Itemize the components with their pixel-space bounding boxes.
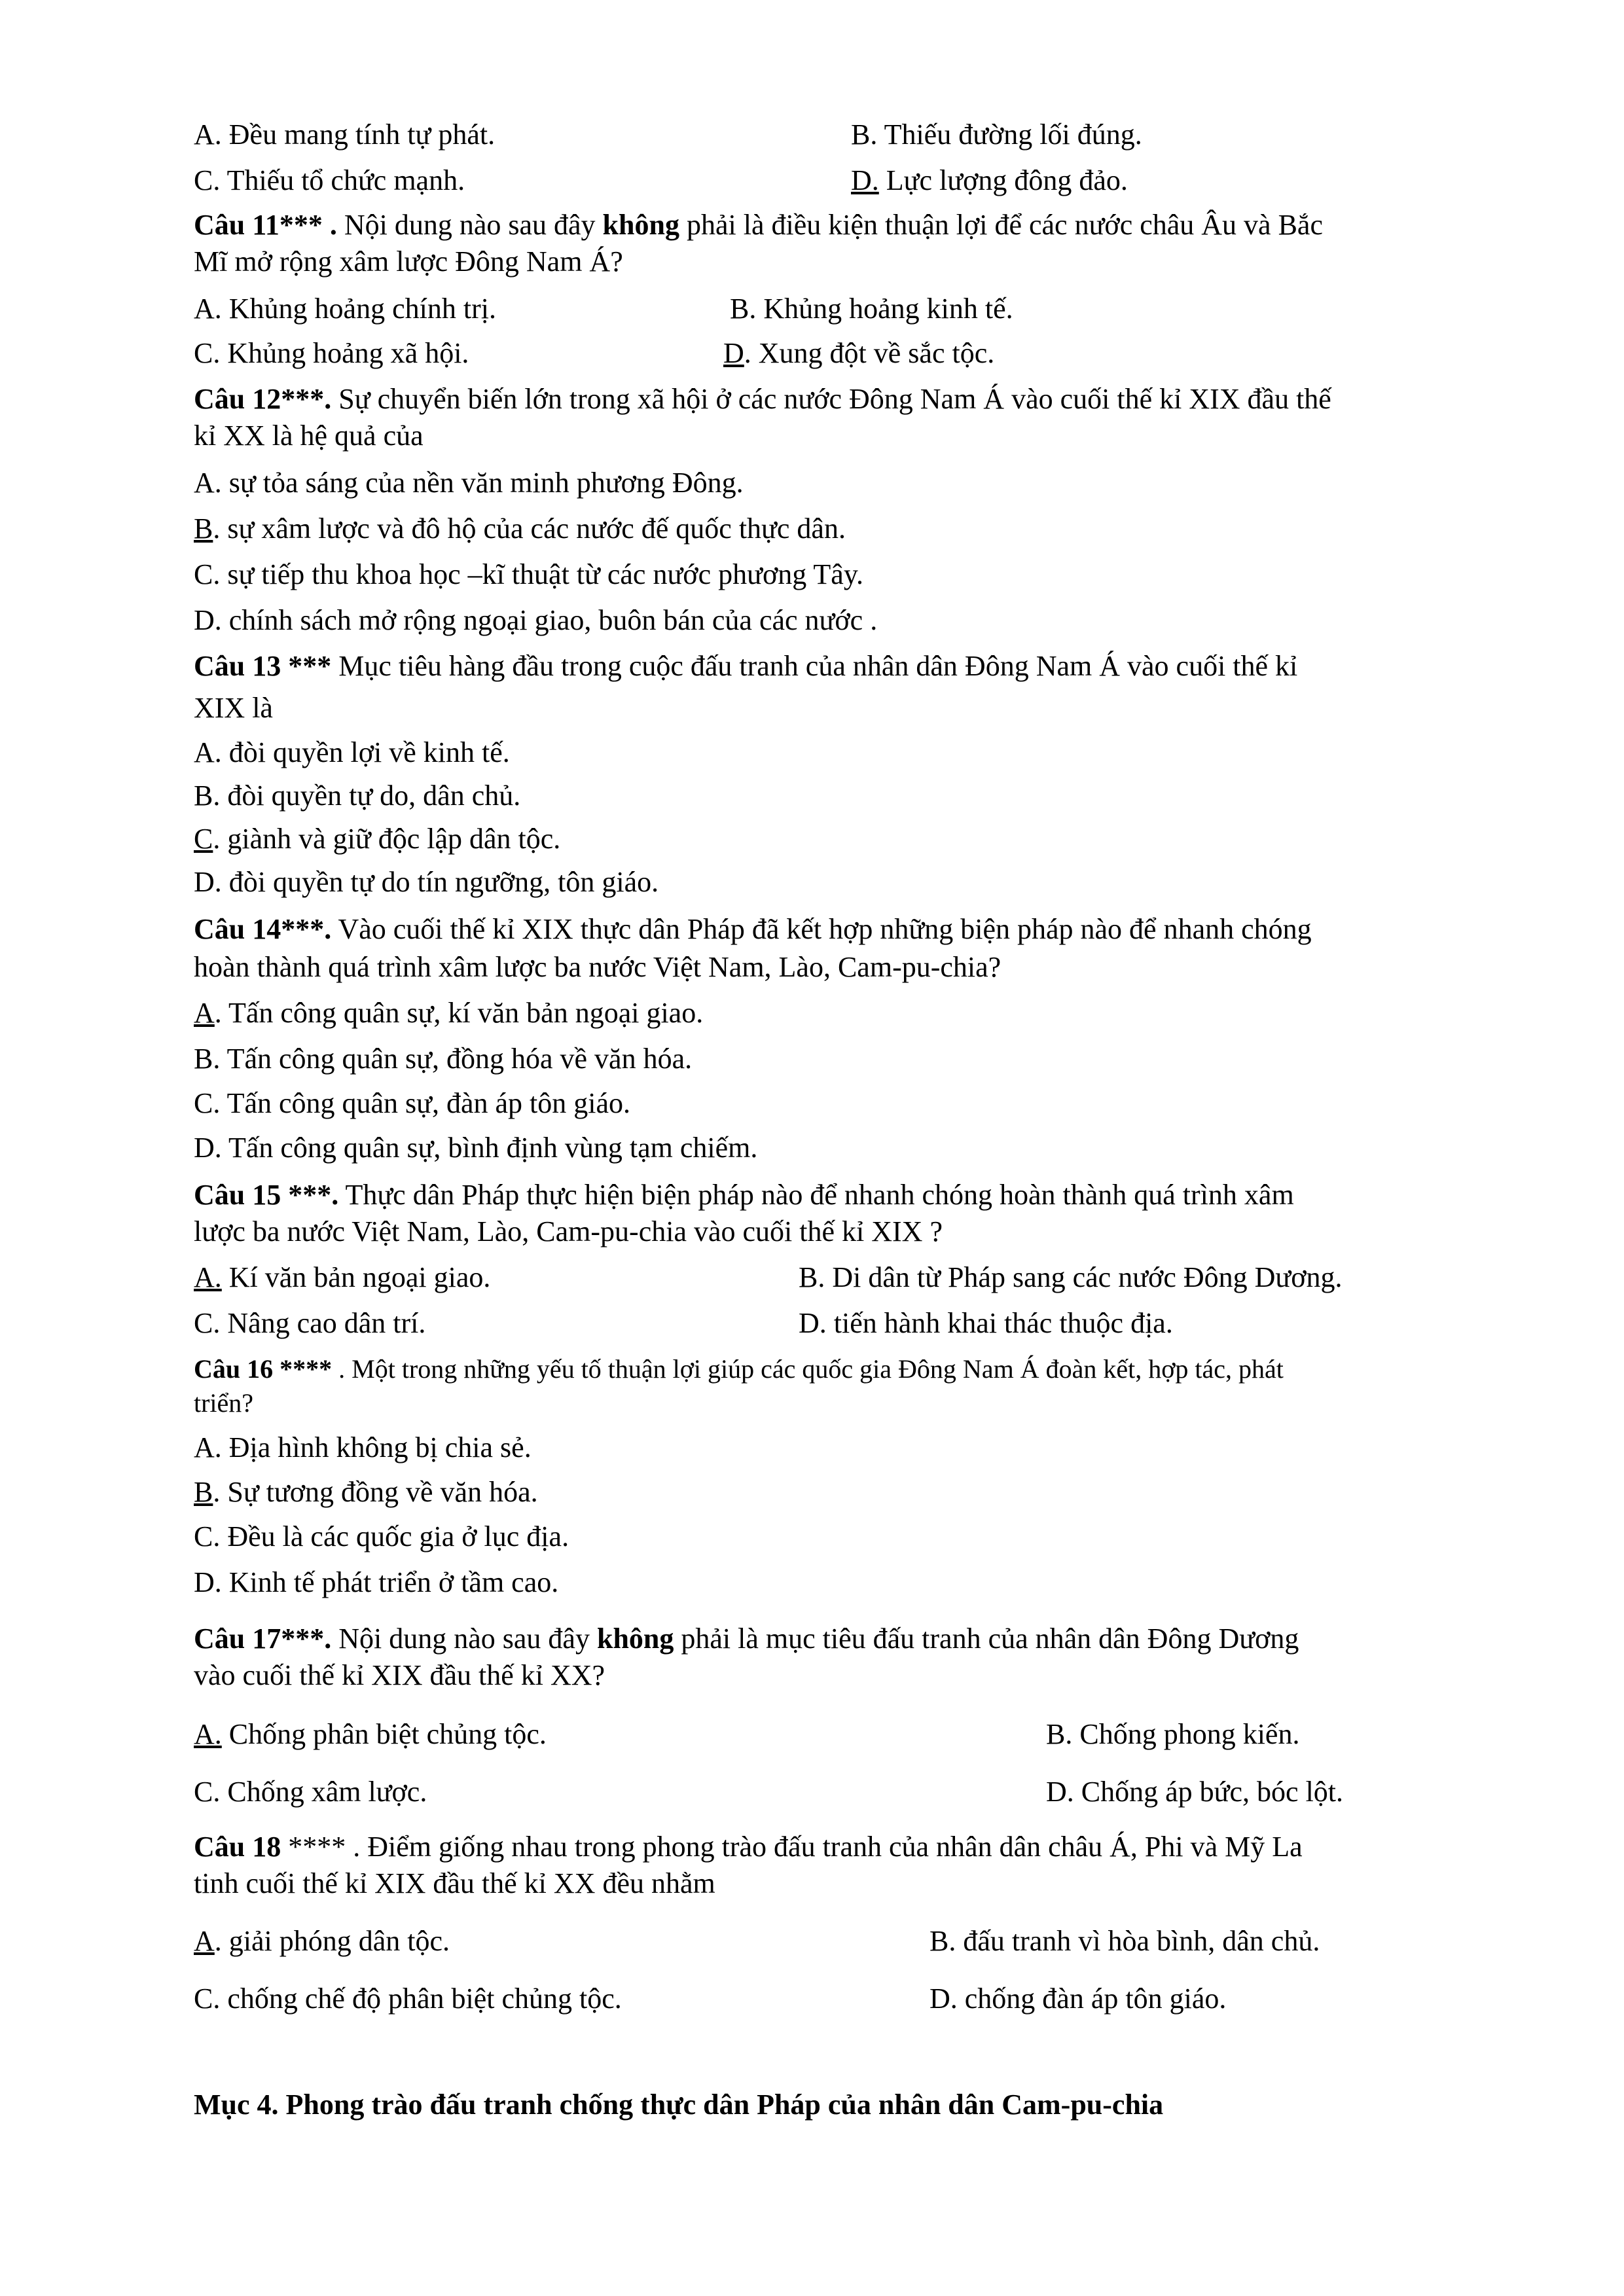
- q14-stem: Câu 14***. Vào cuối thế kỉ XIX thực dân Pháp đã kết hợp những biện pháp nào để nhanh chóng: [194, 913, 1312, 945]
- q18-stem-cont: tinh cuối thế kỉ XIX đầu thế kỉ XX đều nhằm: [194, 1867, 715, 1899]
- q13-option-c-answer: C. giành và giữ độc lập dân tộc.: [194, 823, 561, 855]
- q11-option-c: C. Khủng hoảng xã hội.: [194, 337, 469, 369]
- section-4-heading: Mục 4. Phong trào đấu tranh chống thực dân Pháp của nhân dân Cam-pu-chia: [194, 2089, 1164, 2121]
- q15-option-b: B. Di dân từ Pháp sang các nước Đông Dương.: [799, 1261, 1343, 1293]
- q18-option-d: D. chống đàn áp tôn giáo.: [929, 1982, 1227, 2015]
- q17-stem: Câu 17***. Nội dung nào sau đây không phải là mục tiêu đấu tranh của nhân dân Đông Dương: [194, 1623, 1299, 1655]
- q18-option-b: B. đấu tranh vì hòa bình, dân chủ.: [929, 1925, 1320, 1957]
- q13-stem: Câu 13 *** Mục tiêu hàng đầu trong cuộc đấu tranh của nhân dân Đông Nam Á vào cuối thế kỉ: [194, 650, 1298, 682]
- q15-stem: Câu 15 ***. Thực dân Pháp thực hiện biện pháp nào để nhanh chóng hoàn thành quá trình xâm: [194, 1179, 1294, 1211]
- q11-option-d-answer: D. Xung đột về sắc tộc.: [723, 337, 995, 369]
- q16-option-c: C. Đều là các quốc gia ở lục địa.: [194, 1520, 569, 1552]
- q16-option-d: D. Kinh tế phát triển ở tầm cao.: [194, 1566, 559, 1598]
- q15-option-c: C. Nâng cao dân trí.: [194, 1307, 426, 1339]
- q15-stem-cont: lược ba nước Việt Nam, Lào, Cam-pu-chia vào cuối thế kỉ XIX ?: [194, 1215, 943, 1247]
- q10-option-d-answer: D. Lực lượng đông đảo.: [851, 164, 1128, 196]
- q18-stem: Câu 18 **** . Điểm giống nhau trong phong trào đấu tranh của nhân dân châu Á, Phi và Mỹ La: [194, 1831, 1303, 1863]
- q18-option-c: C. chống chế độ phân biệt chủng tộc.: [194, 1982, 622, 2015]
- q10-option-b: B. Thiếu đường lối đúng.: [851, 118, 1142, 151]
- q12-option-d: D. chính sách mở rộng ngoại giao, buôn bán của các nước .: [194, 604, 878, 636]
- q13-option-d: D. đòi quyền tự do tín ngưỡng, tôn giáo.: [194, 866, 659, 898]
- q17-option-d: D. Chống áp bức, bóc lột.: [1046, 1776, 1344, 1808]
- q13-stem-cont: XIX là: [194, 692, 273, 724]
- q15-option-d: D. tiến hành khai thác thuộc địa.: [799, 1307, 1173, 1339]
- q12-stem: Câu 12***. Sự chuyển biến lớn trong xã hội ở các nước Đông Nam Á vào cuối thế kỉ XIX đầu thế: [194, 383, 1331, 415]
- q12-option-b-answer: B. sự xâm lược và đô hộ của các nước đế quốc thực dân.: [194, 512, 846, 545]
- q12-option-a: A. sự tỏa sáng của nền văn minh phương Đông.: [194, 467, 744, 499]
- q11-stem: Câu 11*** . Nội dung nào sau đây không phải là điều kiện thuận lợi để các nước châu Âu và Bắc: [194, 209, 1323, 241]
- q17-stem-cont: vào cuối thế kỉ XIX đầu thế kỉ XX?: [194, 1659, 605, 1691]
- q12-option-c: C. sự tiếp thu khoa học –kĩ thuật từ các nước phương Tây.: [194, 558, 863, 590]
- q14-option-b: B. Tấn công quân sự, đồng hóa về văn hóa.: [194, 1043, 693, 1075]
- q17-option-a-answer: A. Chống phân biệt chủng tộc.: [194, 1718, 547, 1750]
- q11-option-a: A. Khủng hoảng chính trị.: [194, 293, 496, 325]
- q11-option-b: B. Khủng hoảng kinh tế.: [730, 293, 1013, 325]
- q14-option-d: D. Tấn công quân sự, bình định vùng tạm chiếm.: [194, 1132, 758, 1164]
- q17-option-c: C. Chống xâm lược.: [194, 1776, 427, 1808]
- q16-option-b-answer: B. Sự tương đồng về văn hóa.: [194, 1476, 538, 1508]
- q18-option-a-answer: A. giải phóng dân tộc.: [194, 1925, 450, 1957]
- q13-option-a: A. đòi quyền lợi về kinh tế.: [194, 736, 510, 768]
- q10-option-c: C. Thiếu tổ chức mạnh.: [194, 164, 465, 196]
- q10-option-a: A. Đều mang tính tự phát.: [194, 118, 496, 151]
- q14-option-a-answer: A. Tấn công quân sự, kí văn bản ngoại giao.: [194, 997, 704, 1029]
- q11-stem-cont: Mĩ mở rộng xâm lược Đông Nam Á?: [194, 245, 623, 278]
- q16-stem: Câu 16 **** . Một trong những yếu tố thuận lợi giúp các quốc gia Đông Nam Á đoàn kết, hợp tác, phát: [194, 1354, 1284, 1384]
- q13-option-b: B. đòi quyền tự do, dân chủ.: [194, 780, 521, 812]
- q14-option-c: C. Tấn công quân sự, đàn áp tôn giáo.: [194, 1087, 631, 1119]
- q14-stem-cont: hoàn thành quá trình xâm lược ba nước Việt Nam, Lào, Cam-pu-chia?: [194, 951, 1001, 983]
- q16-option-a: A. Địa hình không bị chia sẻ.: [194, 1431, 532, 1463]
- q16-stem-cont: triển?: [194, 1388, 254, 1418]
- q15-option-a-answer: A. Kí văn bản ngoại giao.: [194, 1261, 491, 1293]
- q12-stem-cont: kỉ XX là hệ quả của: [194, 420, 424, 452]
- q17-option-b: B. Chống phong kiến.: [1046, 1718, 1300, 1750]
